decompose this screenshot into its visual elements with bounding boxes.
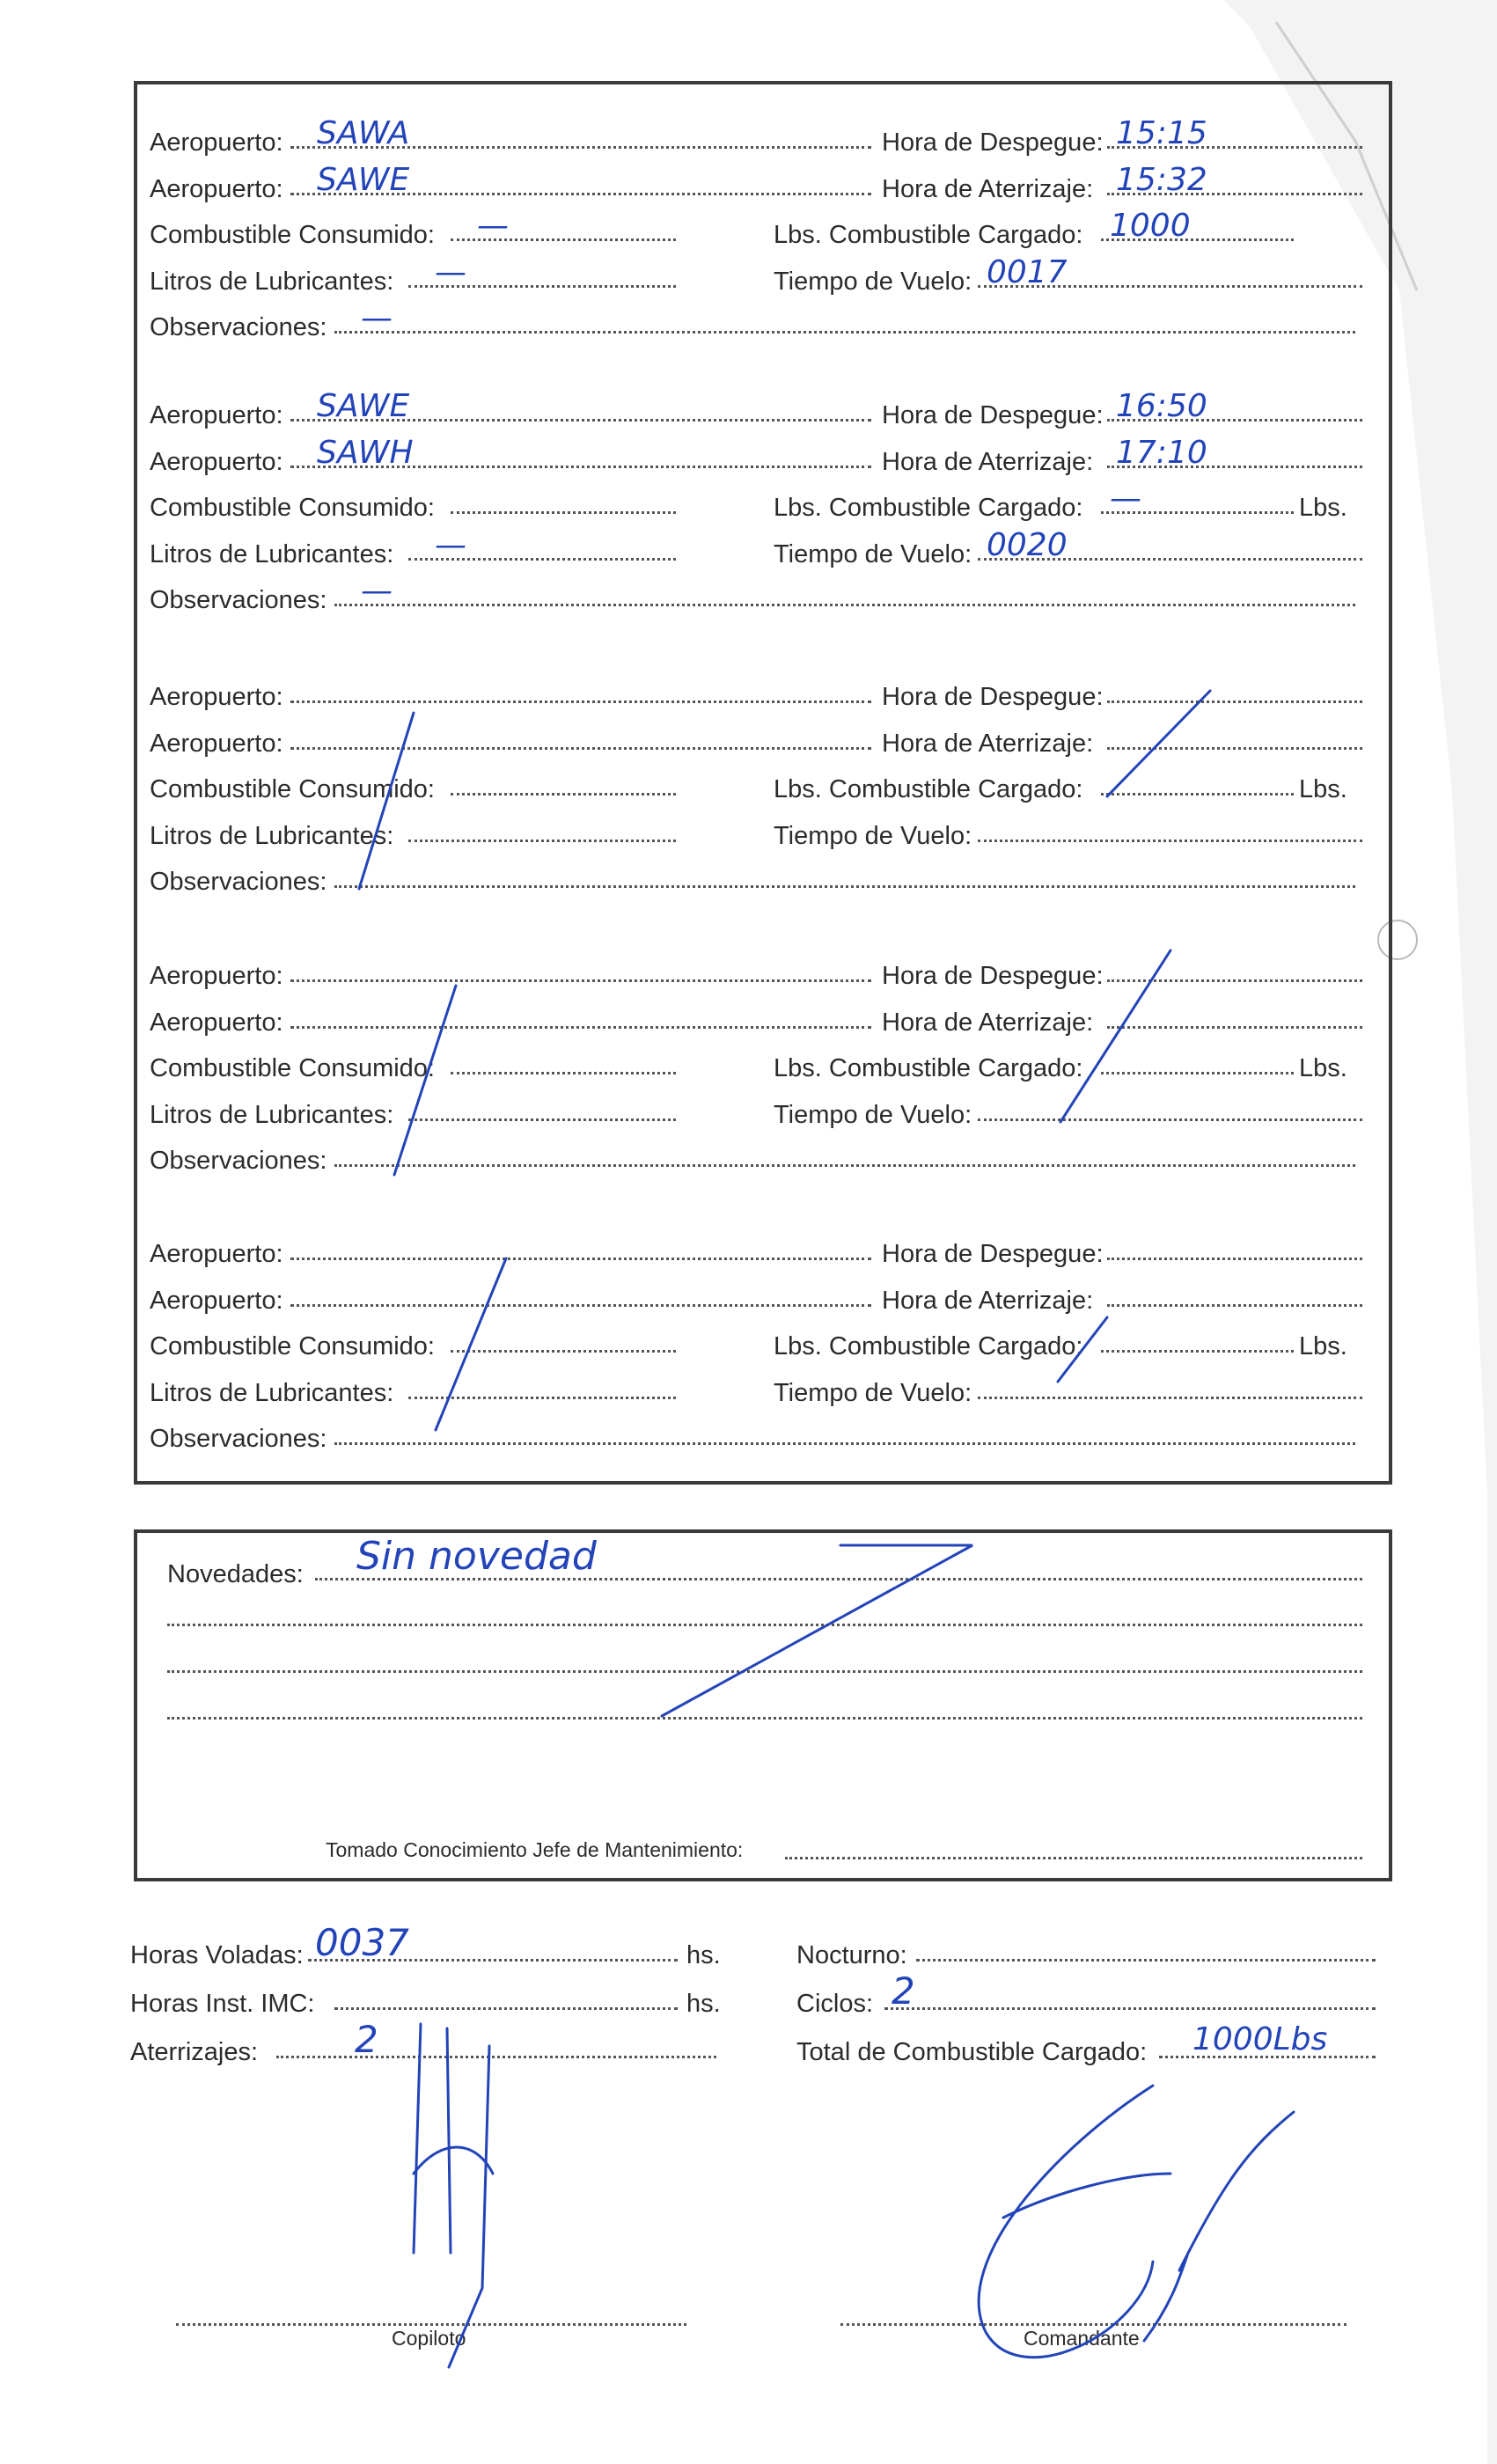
- tiempo-vuelo-label: Tiempo de Vuelo:: [774, 539, 972, 568]
- aterrizajes-row: [130, 2018, 729, 2072]
- nocturno-row: [796, 1936, 1395, 1975]
- field-dots: [1101, 793, 1294, 796]
- flight-row: [150, 1374, 1364, 1412]
- lbs-unit: Lbs.: [1299, 1054, 1347, 1082]
- hora-despegue-label: Hora de Despegue:: [882, 128, 1104, 157]
- hora-despegue-value: 16:50: [1116, 388, 1207, 424]
- novedades-row: [167, 1534, 1391, 1594]
- novedades-line-3: [167, 1670, 1362, 1673]
- flight-row: [150, 1281, 1364, 1320]
- flight-row: [150, 1419, 1364, 1458]
- field-dots: [451, 1350, 676, 1353]
- lbs-combustible-cargado-label: Lbs. Combustible Cargado:: [774, 1054, 1083, 1082]
- tiempo-vuelo-label: Tiempo de Vuelo:: [774, 821, 972, 850]
- tomado-conocimiento-dots: [785, 1857, 1362, 1859]
- horas-voladas-row: [130, 1921, 729, 1975]
- observaciones-label: Observaciones:: [150, 586, 327, 614]
- nocturno-label: Nocturno:: [796, 1941, 907, 1969]
- field-dots: [290, 700, 871, 703]
- hora-aterrizaje-label: Hora de Aterrizaje:: [882, 1008, 1094, 1037]
- flight-row: [150, 1096, 1364, 1134]
- field-dots: [451, 1072, 676, 1074]
- horas-imc-label: Horas Inst. IMC:: [130, 1990, 315, 2018]
- flight-row: [150, 388, 1364, 435]
- observaciones-value: —: [361, 300, 393, 336]
- hora-despegue-label: Hora de Despegue:: [882, 962, 1104, 990]
- aeropuerto-1-value: SAWE: [317, 388, 410, 424]
- observaciones-label: Observaciones:: [150, 1147, 327, 1175]
- field-dots: [290, 1304, 871, 1307]
- hora-despegue-label: Hora de Despegue:: [882, 1240, 1104, 1268]
- tiempo-vuelo-label: Tiempo de Vuelo:: [774, 267, 972, 296]
- field-dots: [451, 793, 676, 796]
- tomado-conocimiento-row: [326, 1830, 1382, 1869]
- hora-aterrizaje-label: Hora de Aterrizaje:: [882, 729, 1094, 758]
- horas-voladas-value: 0037: [315, 1921, 409, 1964]
- comandante-label-row: [1024, 2319, 1217, 2358]
- litros-lubricantes-label: Litros de Lubricantes:: [150, 539, 394, 568]
- litros-lubricantes-label: Litros de Lubricantes:: [150, 821, 394, 850]
- hora-despegue-value: 15:15: [1116, 115, 1207, 151]
- flight-row: [150, 115, 1364, 162]
- tomado-conocimiento-label: Tomado Conocimiento Jefe de Mantenimiento:: [326, 1838, 744, 1861]
- aeropuerto-label: Aeropuerto:: [150, 683, 283, 711]
- flight-row: [150, 1327, 1364, 1366]
- aeropuerto-label: Aeropuerto:: [150, 447, 283, 476]
- flight-row: [150, 573, 1364, 620]
- hora-aterrizaje-label: Hora de Aterrizaje:: [882, 447, 1094, 476]
- litros-lubricantes-value: —: [435, 526, 466, 563]
- field-dots: [1101, 1072, 1294, 1074]
- novedades-line-4: [167, 1717, 1362, 1720]
- flight-row: [150, 862, 1364, 901]
- observaciones-label: Observaciones:: [150, 313, 327, 341]
- aeropuerto-label: Aeropuerto:: [150, 174, 283, 203]
- observaciones-label: Observaciones:: [150, 868, 327, 896]
- aterrizajes-value: 2: [355, 2018, 378, 2061]
- lbs-combustible-cargado-value: 1000: [1110, 208, 1191, 244]
- field-dots: [290, 747, 871, 750]
- hora-despegue-label: Hora de Despegue:: [882, 401, 1104, 429]
- combustible-consumido-label: Combustible Consumido:: [150, 221, 435, 249]
- aeropuerto-label: Aeropuerto:: [150, 128, 283, 157]
- aeropuerto-label: Aeropuerto:: [150, 1008, 283, 1037]
- flight-row: [150, 1003, 1364, 1042]
- litros-lubricantes-value: —: [435, 253, 466, 290]
- tiempo-vuelo-value: 0017: [987, 253, 1068, 290]
- flight-row: [150, 526, 1364, 574]
- novedades-line-2: [167, 1624, 1362, 1626]
- aterrizajes-dots: [276, 2056, 716, 2058]
- ciclos-dots: [884, 2007, 1376, 2010]
- total-combustible-value: 1000Lbs: [1192, 2021, 1328, 2057]
- field-dots: [334, 1164, 1355, 1167]
- horas-imc-row: [130, 1984, 729, 2023]
- lbs-combustible-cargado-value: —: [1110, 480, 1141, 517]
- tiempo-vuelo-value: 0020: [987, 526, 1068, 563]
- ciclos-label: Ciclos:: [796, 1990, 874, 2018]
- field-dots: [978, 1118, 1362, 1121]
- aterrizajes-label: Aterrizajes:: [130, 2038, 259, 2066]
- field-dots: [451, 511, 676, 514]
- field-dots: [1101, 1350, 1294, 1353]
- aeropuerto-label: Aeropuerto:: [150, 1240, 283, 1268]
- tiempo-vuelo-label: Tiempo de Vuelo:: [774, 1100, 972, 1129]
- flight-row: [150, 957, 1364, 995]
- field-dots: [290, 1026, 871, 1029]
- tiempo-vuelo-label: Tiempo de Vuelo:: [774, 1378, 972, 1407]
- ciclos-row: [796, 1969, 1395, 2023]
- litros-lubricantes-label: Litros de Lubricantes:: [150, 267, 394, 296]
- ciclos-value: 2: [892, 1969, 915, 2013]
- flight-row: [150, 434, 1364, 481]
- lbs-unit: Lbs.: [1299, 775, 1347, 803]
- field-dots: [290, 1258, 871, 1260]
- hora-aterrizaje-value: 17:10: [1116, 434, 1207, 471]
- field-dots: [1107, 979, 1362, 982]
- hora-aterrizaje-label: Hora de Aterrizaje:: [882, 174, 1094, 203]
- hora-aterrizaje-value: 15:32: [1116, 161, 1207, 198]
- field-dots: [334, 331, 1355, 334]
- comandante-label: Comandante: [1024, 2327, 1140, 2350]
- observaciones-value: —: [361, 573, 393, 609]
- hora-aterrizaje-label: Hora de Aterrizaje:: [882, 1286, 1094, 1315]
- lbs-combustible-cargado-label: Lbs. Combustible Cargado:: [774, 494, 1083, 522]
- field-dots: [408, 840, 676, 842]
- lbs-combustible-cargado-label: Lbs. Combustible Cargado:: [774, 1332, 1083, 1360]
- flight-row: [150, 1049, 1364, 1088]
- combustible-consumido-label: Combustible Consumido:: [150, 1054, 435, 1082]
- flight-row: [150, 770, 1364, 809]
- field-dots: [334, 885, 1355, 888]
- total-combustible-label: Total de Combustible Cargado:: [796, 2038, 1148, 2066]
- novedades-value: Sin novedad: [356, 1534, 597, 1579]
- field-dots: [978, 840, 1362, 842]
- hora-despegue-label: Hora de Despegue:: [882, 683, 1104, 711]
- horas-imc-dots: [334, 2007, 678, 2010]
- horas-voladas-label: Horas Voladas:: [130, 1941, 304, 1969]
- combustible-consumido-label: Combustible Consumido:: [150, 775, 435, 803]
- aeropuerto-label: Aeropuerto:: [150, 729, 283, 758]
- copiloto-label: Copiloto: [392, 2327, 466, 2350]
- combustible-consumido-label: Combustible Consumido:: [150, 1332, 435, 1360]
- lbs-combustible-cargado-label: Lbs. Combustible Cargado:: [774, 221, 1083, 249]
- novedades-label: Novedades:: [167, 1560, 304, 1588]
- horas-voladas-unit: hs.: [686, 1941, 721, 1969]
- flight-row: [150, 724, 1364, 763]
- aeropuerto-2-value: SAWE: [317, 161, 410, 198]
- aeropuerto-label: Aeropuerto:: [150, 962, 283, 990]
- flight-row: [150, 817, 1364, 855]
- litros-lubricantes-label: Litros de Lubricantes:: [150, 1378, 394, 1407]
- combustible-consumido-value: —: [477, 208, 509, 244]
- litros-lubricantes-label: Litros de Lubricantes:: [150, 1100, 394, 1129]
- aeropuerto-1-value: SAWA: [317, 115, 410, 151]
- aeropuerto-label: Aeropuerto:: [150, 401, 283, 429]
- total-combustible-row: [796, 2021, 1395, 2072]
- field-dots: [408, 1118, 676, 1121]
- field-dots: [1107, 1304, 1362, 1307]
- field-dots: [1107, 1258, 1362, 1260]
- lbs-combustible-cargado-label: Lbs. Combustible Cargado:: [774, 775, 1083, 803]
- copiloto-label-row: [392, 2319, 568, 2358]
- field-dots: [1107, 1026, 1362, 1029]
- field-dots: [334, 1442, 1355, 1445]
- field-dots: [334, 604, 1355, 606]
- flight-row: [150, 678, 1364, 716]
- flight-row: [150, 208, 1364, 254]
- lbs-unit: Lbs.: [1299, 494, 1347, 522]
- nocturno-dots: [916, 1959, 1376, 1962]
- horas-imc-unit: hs.: [686, 1990, 721, 2018]
- field-dots: [408, 1397, 676, 1399]
- lbs-unit: Lbs.: [1299, 1332, 1347, 1360]
- flight-row: [150, 480, 1364, 527]
- combustible-consumido-label: Combustible Consumido:: [150, 494, 435, 522]
- field-dots: [978, 1397, 1362, 1399]
- flight-row: [150, 1141, 1364, 1180]
- flight-row: [150, 1235, 1364, 1273]
- aeropuerto-2-value: SAWH: [317, 434, 414, 471]
- observaciones-label: Observaciones:: [150, 1425, 327, 1453]
- flight-row: [150, 300, 1364, 347]
- field-dots: [1107, 747, 1362, 750]
- flight-row: [150, 253, 1364, 301]
- field-dots: [1107, 700, 1362, 703]
- aeropuerto-label: Aeropuerto:: [150, 1286, 283, 1315]
- flight-row: [150, 161, 1364, 209]
- field-dots: [290, 979, 871, 982]
